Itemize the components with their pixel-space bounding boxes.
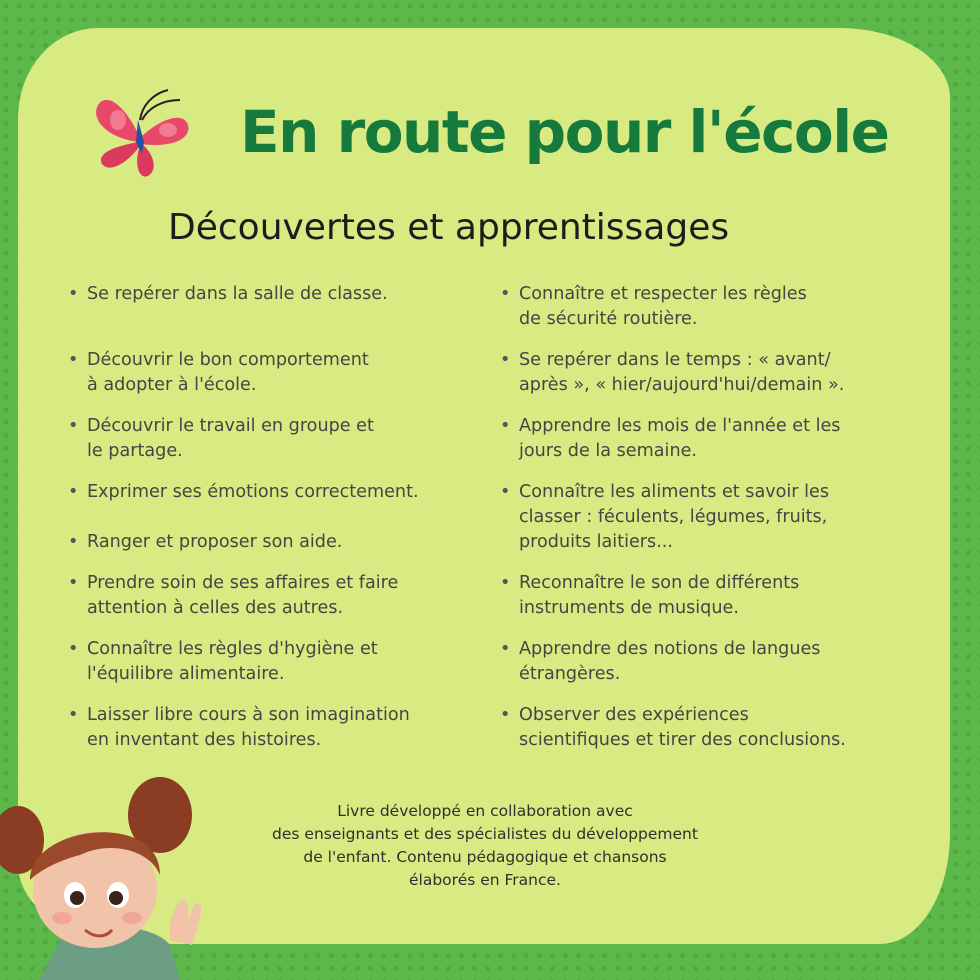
- list-item: • Laisser libre cours à son imagination en inventant des histoires.: [68, 703, 410, 753]
- list-item: • Connaître et respecter les règles de sécurité routière.: [500, 282, 807, 332]
- list-item: • Exprimer ses émotions correctement.: [68, 480, 419, 505]
- butterfly-icon: [88, 80, 198, 190]
- list-item: • Se repérer dans le temps : « avant/ après », « hier/aujourd'hui/demain ».: [500, 348, 844, 398]
- list-item: • Observer des expériences scientifiques et tirer des conclusions.: [500, 703, 846, 753]
- list-item: • Reconnaître le son de différents instruments de musique.: [500, 571, 799, 621]
- list-item: • Se repérer dans la salle de classe.: [68, 282, 388, 307]
- list-item: • Découvrir le bon comportement à adopter à l'école.: [68, 348, 369, 398]
- list-item: • Apprendre des notions de langues étrangères.: [500, 637, 820, 687]
- list-item: • Découvrir le travail en groupe et le partage.: [68, 414, 374, 464]
- list-item: • Prendre soin de ses affaires et faire attention à celles des autres.: [68, 571, 398, 621]
- page-subtitle: Découvertes et apprentissages: [168, 207, 730, 248]
- list-item: • Ranger et proposer son aide.: [68, 530, 342, 555]
- girl-illustration: [0, 770, 210, 980]
- list-item: • Apprendre les mois de l'année et les jours de la semaine.: [500, 414, 840, 464]
- footer-note: Livre développé en collaboration avec des enseignants et des spécialistes du développement de l'enfant. Contenu pédagogique et chansons élaborés en France.: [272, 802, 698, 889]
- list-item: • Connaître les aliments et savoir les classer : féculents, légumes, fruits, produits laitiers...: [500, 480, 829, 555]
- page-title: En route pour l'école: [240, 98, 889, 166]
- list-item: • Connaître les règles d'hygiène et l'équilibre alimentaire.: [68, 637, 378, 687]
